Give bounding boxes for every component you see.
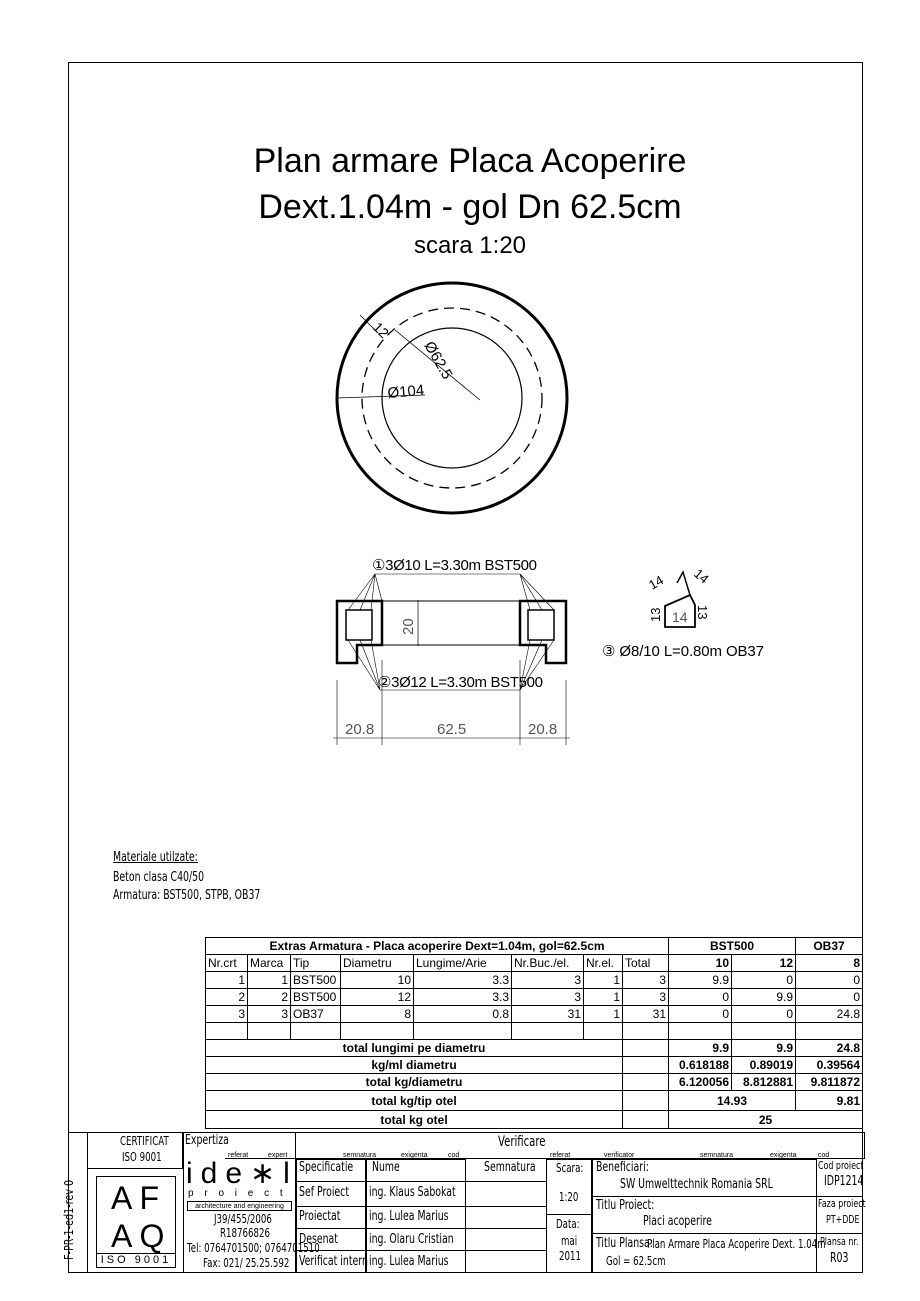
cell: 0 (796, 989, 863, 1006)
col-header: Tip (291, 955, 341, 972)
cell: BST500 (291, 972, 341, 989)
dim-12: 12 (369, 318, 393, 342)
col-header: Nr.Buc./el. (512, 955, 584, 972)
cell: 6.120056 (669, 1074, 732, 1091)
kg-per-type-row (206, 1091, 863, 1111)
group-ob37: OB37 (796, 938, 863, 955)
logo-tagline: architecture and engineering (187, 1201, 292, 1211)
cell: BST500 (291, 989, 341, 1006)
cell: 1 (584, 1006, 623, 1023)
role: Proiectat (299, 1209, 341, 1224)
afaq-iso: ISO 9001 (96, 1253, 176, 1268)
certificate-label: CERTIFICAT (120, 1134, 169, 1148)
cell: 3 (248, 1006, 291, 1023)
phase: PT+DDE (826, 1213, 860, 1226)
stirrup-label: ③ Ø8/10 L=0.80m OB37 (602, 643, 764, 660)
cell: 1 (584, 972, 623, 989)
scale-value: 1:20 (559, 1190, 579, 1204)
dim-625: Ø62.5 (420, 338, 456, 383)
materials-heading: Materiale utilzate: (113, 850, 198, 865)
cell: 2 (248, 989, 291, 1006)
group-bst500: BST500 (669, 938, 796, 955)
plan-view (337, 283, 567, 513)
person-name: ing. Olaru Cristian (369, 1232, 454, 1247)
cell: 12 (341, 989, 414, 1006)
fax: Fax: 021/ 25.25.592 (203, 1256, 290, 1270)
field-label: exigenta (770, 1152, 797, 1159)
col-header: 10 (669, 955, 732, 972)
role: Verificat intern (299, 1254, 368, 1269)
sheet-title-label: Titlu Plansa: (596, 1236, 653, 1251)
cell: 9.9 (732, 989, 796, 1006)
field-label: semnatura (343, 1152, 377, 1159)
col-header: 12 (732, 955, 796, 972)
cell: 0.39564 (796, 1057, 863, 1074)
total-kg-row (206, 1111, 863, 1129)
cell: 31 (512, 1006, 584, 1023)
cell: 3 (206, 1006, 248, 1023)
cell: 9.9 (669, 972, 732, 989)
col-header: Nr.el. (584, 955, 623, 972)
expertiza-label: Expertiza (185, 1133, 229, 1148)
title-line2: Dext.1.04m - gol Dn 62.5cm (258, 188, 682, 226)
field-label: referat (550, 1152, 571, 1159)
date-month: mai (561, 1234, 578, 1248)
cell: 9.9 (732, 1040, 796, 1057)
rebar-schedule-table (205, 937, 863, 1129)
col-header: Diametru (341, 955, 414, 972)
table-row (206, 972, 863, 989)
cell: 0 (732, 972, 796, 989)
col-header: 8 (796, 955, 863, 972)
phase-label: Faza proiect (818, 1197, 866, 1210)
cell: 3.3 (414, 972, 512, 989)
cell: 24.8 (796, 1006, 863, 1023)
row-label: total lungimi pe diametru (206, 1040, 623, 1057)
afaq-text: A Q (111, 1218, 165, 1254)
logo-sub: p r o i e c t (188, 1188, 287, 1199)
beneficiary: SW Umwelttechnik Romania SRL (620, 1177, 773, 1192)
cell: 9.811872 (796, 1074, 863, 1091)
cell: 10 (341, 972, 414, 989)
row-label: kg/ml diametru (206, 1057, 623, 1074)
section-view (333, 574, 570, 745)
signature-header: Semnatura (484, 1160, 536, 1175)
field-label: semnatura (700, 1152, 734, 1159)
total-length-row (206, 1040, 863, 1057)
cell: 1 (206, 972, 248, 989)
cell: 3 (623, 972, 669, 989)
project-code: IDP1214 (824, 1174, 864, 1189)
cell: 3 (512, 989, 584, 1006)
role: Desenat (299, 1232, 338, 1247)
cell: 3 (512, 972, 584, 989)
sheet-title-line2: Gol = 62.5cm (606, 1254, 666, 1268)
cell: 0.89019 (732, 1057, 796, 1074)
materials-beton: Beton clasa C40/50 (113, 870, 205, 885)
cell: 9.81 (796, 1091, 863, 1111)
cell: 3.3 (414, 989, 512, 1006)
cell: 0 (732, 1006, 796, 1023)
dim-left: 20.8 (345, 721, 375, 738)
cell: 1 (248, 972, 291, 989)
iso-label: ISO 9001 (122, 1150, 162, 1164)
stirrup-dim-base: 14 (672, 609, 688, 625)
cell: 25 (669, 1111, 863, 1129)
person-name: ing. Lulea Marius (369, 1209, 449, 1224)
col-header: Marca (248, 955, 291, 972)
bar2-label: ②3Ø12 L=3.30m BST500 (378, 674, 543, 691)
field-label: cod (448, 1152, 460, 1159)
col-header: Nr.crt (206, 955, 248, 972)
date-year: 2011 (559, 1249, 581, 1263)
field-label: exigenta (401, 1152, 428, 1159)
dim-height: 20 (400, 618, 417, 635)
cell: 2 (206, 989, 248, 1006)
dim-middle: 62.5 (437, 721, 467, 738)
cell: 31 (623, 1006, 669, 1023)
cell: 0 (669, 1006, 732, 1023)
stirrup-dim-a: 14 (646, 572, 667, 593)
cell: 0.618188 (669, 1057, 732, 1074)
cell: 8 (341, 1006, 414, 1023)
stirrup-dim-l: 13 (648, 607, 663, 622)
form-code: F-PR-1-ed1-rev 0 (62, 1179, 76, 1260)
empty-row (206, 1023, 863, 1040)
cell: 8.812881 (732, 1074, 796, 1091)
field-label: expert (268, 1152, 288, 1159)
row-label: total kg/tip otel (206, 1091, 623, 1111)
cell: 24.8 (796, 1040, 863, 1057)
field-label: verificator (604, 1152, 635, 1159)
field-label: referat (228, 1152, 249, 1159)
kg-per-diameter-row (206, 1074, 863, 1091)
title-scale: scara 1:20 (413, 232, 527, 259)
dim-right: 20.8 (528, 721, 558, 738)
field-label: cod (818, 1152, 830, 1159)
table-title: Extras Armatura - Placa acoperire Dext=1.04m, gol=62.5cm (206, 938, 669, 955)
name-header: Nume (372, 1160, 400, 1175)
cell: OB37 (291, 1006, 341, 1023)
row-label: total kg otel (206, 1111, 623, 1129)
sheet-number-label: Plansa nr. (820, 1235, 859, 1248)
project-title-label: Titlu Proiect: (596, 1198, 655, 1213)
cell: 0.8 (414, 1006, 512, 1023)
cell: 9.9 (669, 1040, 732, 1057)
cell: 3 (623, 989, 669, 1006)
beneficiary-label: Beneficiari: (596, 1160, 649, 1175)
stirrup-dim-r: 13 (695, 605, 710, 620)
ideal-logo: ide∗l (186, 1157, 298, 1190)
dim-104: Ø104 (386, 381, 425, 402)
table-row (206, 1006, 863, 1023)
sheet-number: R03 (830, 1251, 849, 1266)
materials-armatura: Armatura: BST500, STPB, OB37 (113, 888, 261, 903)
role: Sef Proiect (299, 1185, 349, 1200)
scale-label: Scara: (556, 1161, 584, 1175)
kg-per-ml-row (206, 1057, 863, 1074)
cell: 0 (669, 989, 732, 1006)
phone: Tel: 0764701500; 0764701510 (187, 1241, 320, 1255)
cell: 14.93 (669, 1091, 796, 1111)
bar1-label: ①3Ø10 L=3.30m BST500 (372, 557, 537, 574)
table-row (206, 989, 863, 1006)
col-header: Lungime/Arie (414, 955, 512, 972)
table-header-row (206, 955, 863, 972)
cell: 1 (584, 989, 623, 1006)
verificare-label: Verificare (498, 1134, 546, 1150)
col-header: Total (623, 955, 669, 972)
fiscal-code: R18766826 (220, 1226, 270, 1240)
title-line1: Plan armare Placa Acoperire (253, 142, 687, 180)
date-label: Data: (556, 1217, 580, 1231)
row-label: total kg/diametru (206, 1074, 623, 1091)
project-title: Placi acoperire (643, 1214, 712, 1229)
afaq-text: A F (111, 1180, 160, 1216)
spec-header: Specificatie (299, 1160, 354, 1175)
sheet-title: Plan Armare Placa Acoperire Dext. 1.04m (647, 1237, 826, 1251)
person-name: ing. Klaus Sabokat (369, 1185, 456, 1200)
stirrup-dim-b: 14 (691, 565, 712, 587)
project-code-label: Cod proiect (818, 1159, 864, 1172)
cell: 0 (796, 972, 863, 989)
person-name: ing. Lulea Marius (369, 1254, 449, 1269)
reg-number: J39/455/2006 (214, 1212, 272, 1226)
